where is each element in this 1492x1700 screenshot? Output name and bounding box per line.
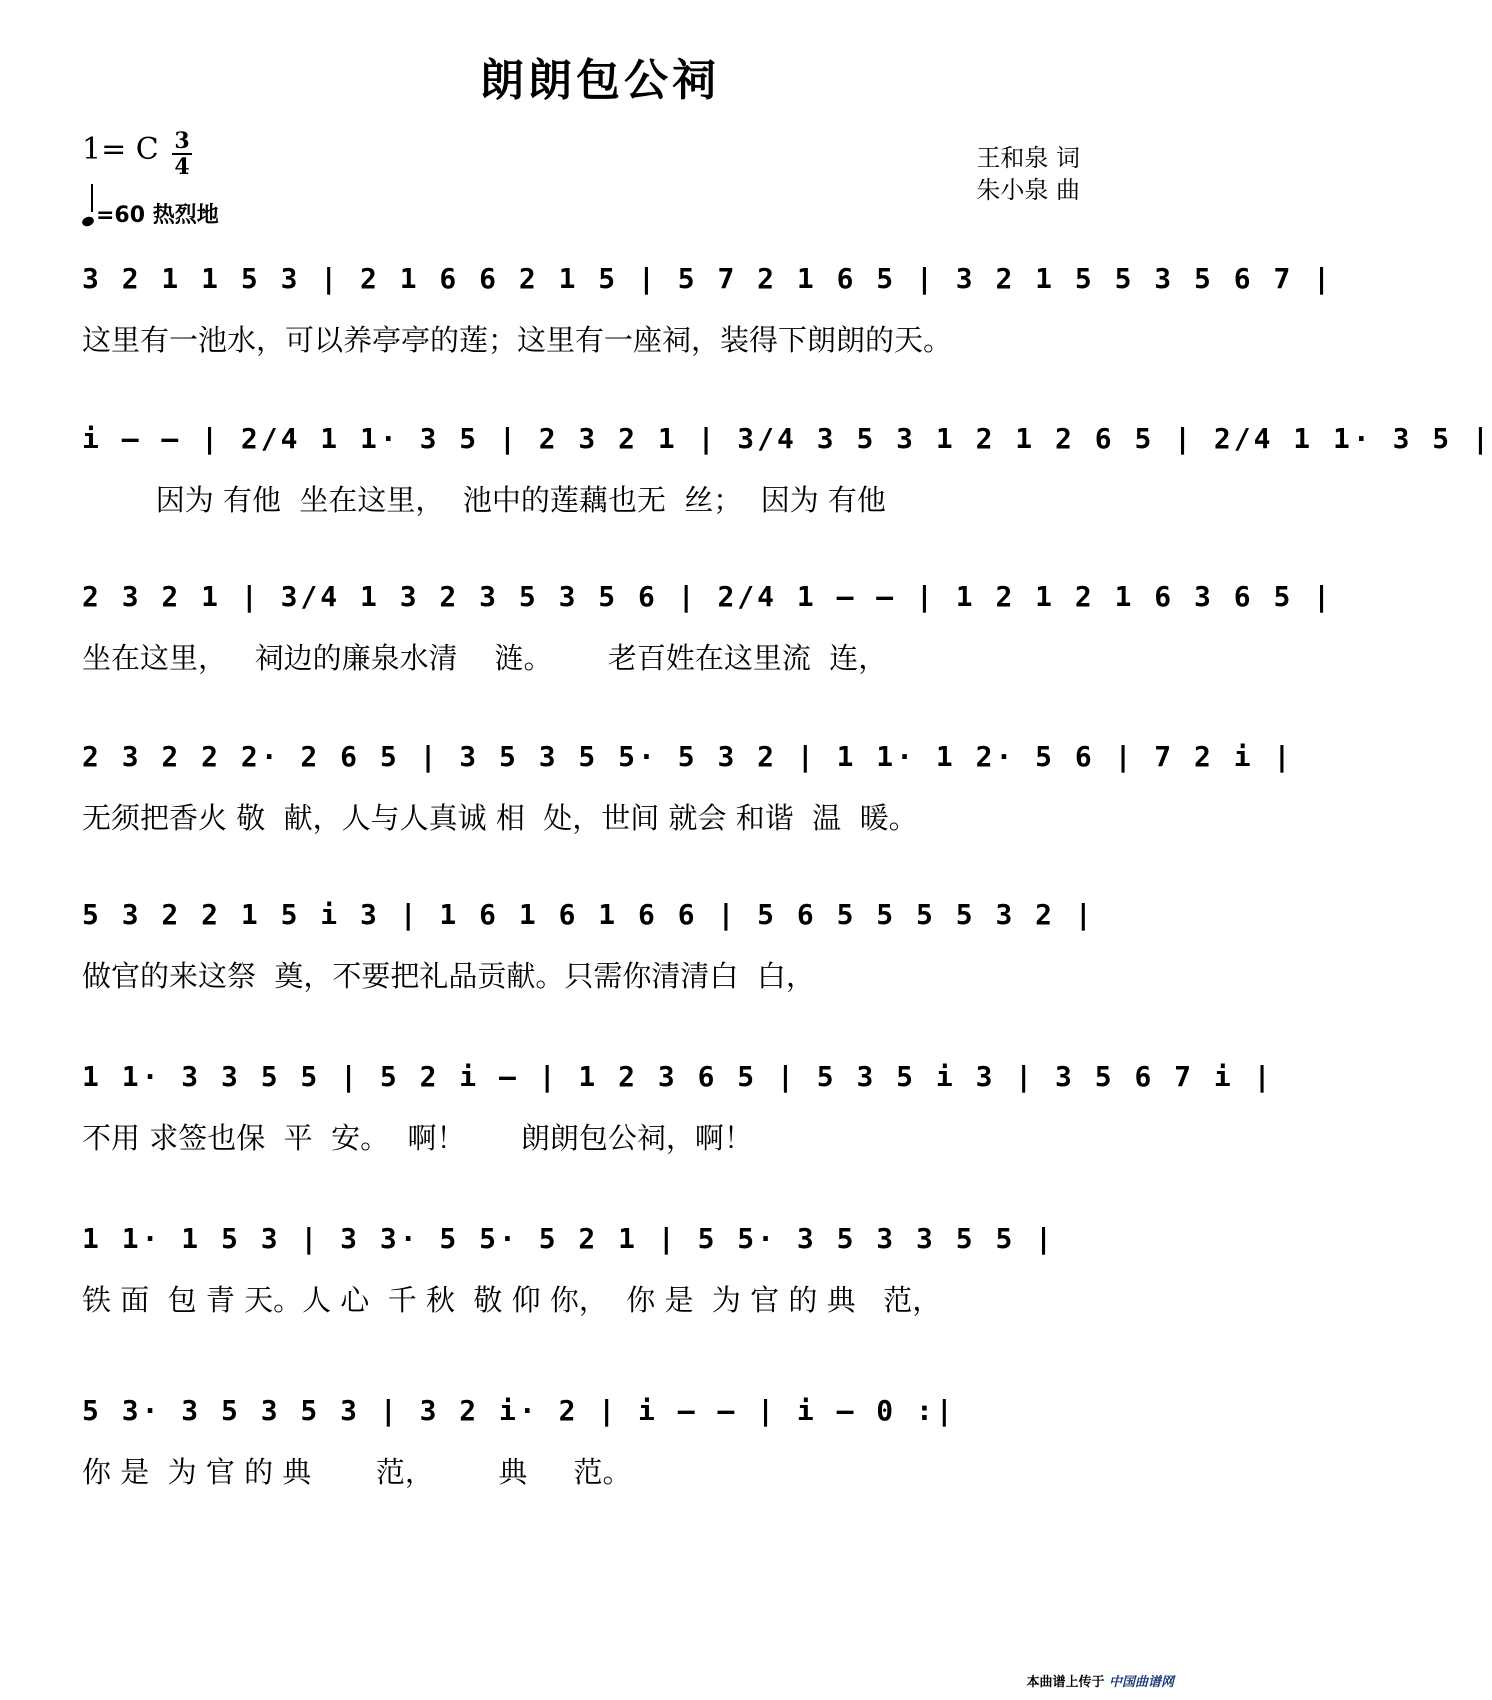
footer-prefix: 本曲谱上传于: [1026, 1675, 1105, 1690]
lyric-line: 这里有一池水，可以养亭亭的莲；这里有一座祠，装得下朗朗的天。: [82, 323, 953, 357]
lyric-line: 不用 求签也保 平 安。 啊！ 朗朗包公祠，啊！: [82, 1121, 753, 1155]
notation-line: 2 3 2 2 2· 2 6 5 | 3 5 3 5 5· 5 3 2 | 1 1· 1 2· 5 6 | 7 2 i |: [82, 740, 1294, 773]
tempo-text: =60 热烈地: [96, 203, 219, 228]
time-signature-top: 3: [174, 128, 190, 154]
notation-line: 3 2 1 1 5 3 | 2 1 6 6 2 1 5 | 5 7 2 1 6 5 | 3 2 1 5 5 3 5 6 7 |: [82, 262, 1334, 295]
quarter-note-icon: [81, 215, 95, 228]
notation-line: 2 3 2 1 | 3/4 1 3 2 3 5 3 5 6 | 2/4 1 – – | 1 2 1 2 1 6 3 6 5 |: [82, 580, 1334, 613]
lyric-line: 做官的来这祭 奠，不要把礼品贡献。只需你清清白 白，: [82, 959, 815, 993]
lyric-line: 无须把香火 敬 献，人与人真诚 相 处，世间 就会 和谐 温 暖。: [82, 801, 918, 835]
footer-credit: [1026, 1671, 1174, 1690]
time-signature-bottom: 4: [174, 154, 190, 180]
composer: 朱小泉 曲: [976, 176, 1080, 204]
notation-line: 5 3· 3 5 3 5 3 | 3 2 i· 2 | i – – | i – 0 :|: [82, 1394, 956, 1427]
notation-line: 1 1· 1 5 3 | 3 3· 5 5· 5 2 1 | 5 5· 3 5 3 3 5 5 |: [82, 1222, 1056, 1255]
notation-line: i – – | 2/4 1 1· 3 5 | 2 3 2 1 | 3/4 3 5 3 1 2 1 2 6 5 | 2/4 1 1· 3 5 |: [82, 422, 1492, 455]
lyricist: 王和泉 词: [976, 144, 1080, 172]
key-signature: 1= C: [82, 132, 159, 167]
lyric-line: 因为 有他 坐在这里， 池中的莲藕也无 丝； 因为 有他: [82, 483, 886, 517]
song-title: 朗朗包公祠: [480, 55, 720, 106]
notation-line: 1 1· 3 3 5 5 | 5 2 i – | 1 2 3 6 5 | 5 3 5 i 3 | 3 5 6 7 i |: [82, 1060, 1274, 1093]
lyric-line: 你 是 为 官 的 典 范， 典 范。: [82, 1455, 632, 1489]
time-signature: [172, 130, 192, 178]
lyric-line: 铁 面 包 青 天。人 心 千 秋 敬 仰 你， 你 是 为 官 的 典 范，: [82, 1283, 942, 1317]
lyric-line: 坐在这里， 祠边的廉泉水清 涟。 老百姓在这里流 连，: [82, 641, 888, 675]
notation-line: 5 3 2 2 1 5 i 3 | 1 6 1 6 1 6 6 | 5 6 5 5 5 5 3 2 |: [82, 898, 1095, 931]
tempo-marking: [82, 194, 219, 229]
footer-brand: 中国曲谱网: [1108, 1675, 1174, 1690]
credits: [976, 142, 1080, 206]
